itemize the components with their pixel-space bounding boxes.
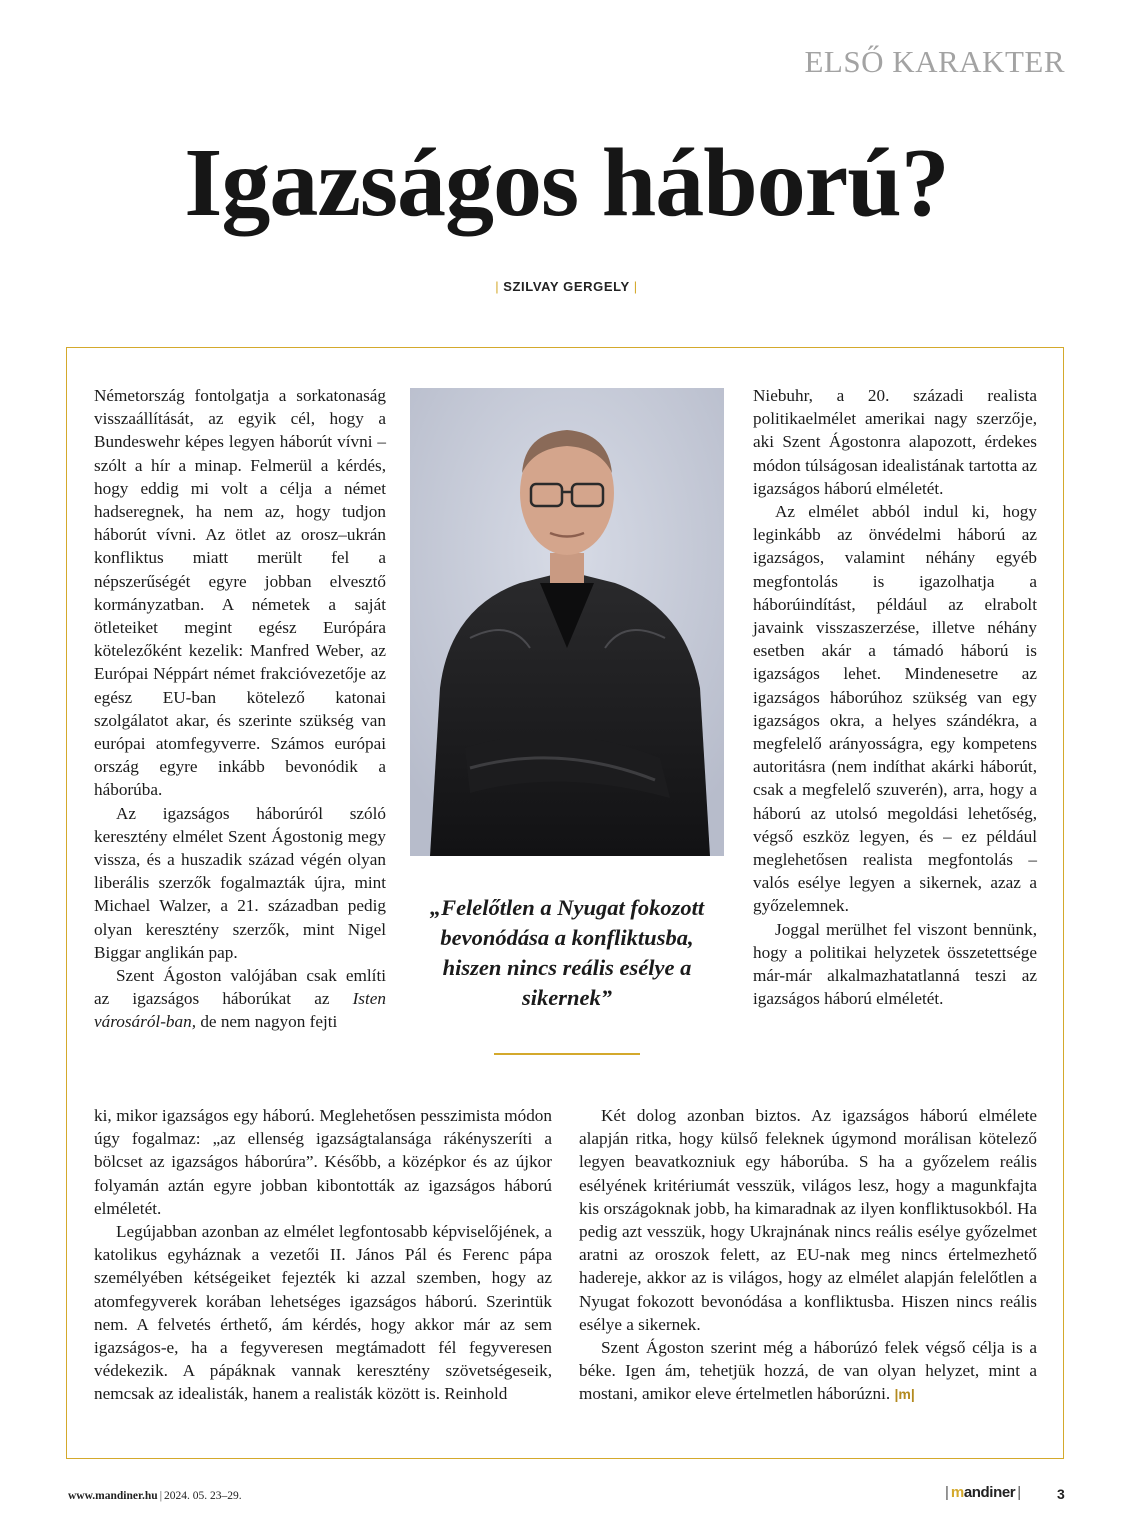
headline: Igazságos háború? [184,129,949,237]
paragraph-text: Szent Ágoston szerint még a háborúzó felek végső célja is a béke. Igen ám, tehetjük hozzá, de van olyan helyzet, mint a mostani, amikor eleve értelmetlen háborúzni. [579,1338,1037,1404]
footer-brand [943,1484,1023,1501]
byline-bar-right: | [633,279,638,294]
column-bottom-right [579,1104,1037,1407]
paragraph: Két dolog azonban biztos. Az igazságos háború elmélete alapján ritka, hogy külső feleknek úgymond morálisan kötelező legyen beavatkozniuk egy háborúba. S ha a győzelem reális esélyének kritériumát vesszük, világos lesz, hogy a magunkfajta kis országoknak jobb, ha kimaradnak az ilyen konfliktusokból. Ha pedig azt vesszük, hogy Ukrajnának nincs reális esélye győzelmet aratni az oroszok felett, az EU-nak meg nincs értelmezhető hadereje, akkor az is világos, hogy az elmélet alapján felelőtlen a Nyugat fokozott bevonódása a konfliktusba. Hiszen nincs reális esélye a sikernek. [579,1106,1037,1334]
author-photo [410,388,724,856]
footer-date: 2024. 05. 23–29. [164,1490,242,1502]
paragraph: Legújabban azonban az elmélet legfontosabb képviselőjének, a katolikus egyháznak a vezetői II. János Pál és Ferenc pápa személyében kétségeiket fejezték ki azzal szemben, hogy az atomfegyverek korában lehetséges igazságos háború. Szerintük nem. A felvetés érthető, ám kérdés, hogy akkor már az sem igazságos-e, ha a fegyveresen megtámadott fél fegyveresen védekezik. A pápáknak vannak keresztény szövetségeseik, nemcsak az idealisták, hanem a realisták között is. Reinhold [94,1222,552,1404]
column-left [94,384,386,1034]
end-mark-icon: |m| [894,1386,915,1403]
portrait-illustration [410,388,724,856]
byline [0,279,1133,294]
footer-left [68,1490,242,1502]
paragraph: Az elmélet abból indul ki, hogy leginkább az önvédelmi háború az igazságos, valamint néhány egyéb megfontolás is igazolhatja a háborúindítást, például az elrabolt javaink visszaszerzése, illetve néhány esetben akár a támadó háború is igazságos lehet. Mindenesetre az igazságos háborúhoz szükség van egy igazságos okra, a helyes szándékra, a megfelelő arányosságra, egy kompetens autoritásra (nem indíthat akárki háborút, csak a megfelelő szuverén), arra, hogy a háború az utolsó megoldási lehetőség, végső eszköz legyen, és – ez például meglehetősen realista megfontolás – valós esélye legyen a sikernek, azaz a győzelemnek. [753,502,1037,916]
byline-bar-left: | [495,279,500,294]
paragraph: Az igazságos háborúról szóló keresztény elmélet Szent Ágostonig megy vissza, és a huszadik század végén olyan liberális szerzők fogalmazták újra, mint Michael Walzer, a 21. században pedig olyan keresztény szerzők, mint Nigel Biggar anglikán pap. [94,803,386,962]
paragraph [94,964,386,1034]
paragraph: ki, mikor igazságos egy háború. Meglehetősen pesszimista módon úgy fogalmaz: „az ellenség igazságtalansága rákényszeríti a bölcset az igazságos háborúra”. Később, a középkor és az újkor folyamán aztán egyre jobban kibontották az igazságos háború elméletét. [94,1106,552,1218]
paragraph-text: de nem nagyon fejti [196,1012,338,1032]
brand-bar-right: | [1017,1484,1022,1501]
section-label: ELSŐ KARAKTER [804,44,1065,79]
page-number: 3 [1057,1486,1065,1502]
paragraph: Joggal merülhet fel viszont bennünk, hogy a politikai helyzetek összetettsége már-már alkalmazhatatlanná teszi az igazságos háború elméletét. [753,919,1037,1009]
author-name: SZILVAY GERGELY [503,279,630,294]
brand-logo: mandiner [950,1484,1016,1501]
paragraph: Németország fontolgatja a sorkatonaság visszaállítását, az egyik cél, hogy a Bundeswehr képes legyen háborút vívni – szólt a hír a minap. Felmerül a kérdés, hogy eddig mi volt a célja a német hadseregnek, ha nem az, hogy tudjon háborút vívni. Az ötlet az orosz–ukrán konfliktus miatt merült fel a népszerűségét egyre jobban elvesztő kormányzatban. A németek a saját ötleteiket megint egész Európára kötelezőként kezelik: Manfred Weber, az Európai Néppárt német frakcióvezetője az egész EU-ban kötelező katonai szolgálatot akar, és szerinte szükség van európai atomfegyverre. Számos európai ország egyre inkább bevonódik a háborúba. [94,386,386,800]
footer-site-link[interactable]: www.mandiner.hu [68,1490,158,1502]
book-title: Isten városáról-ban, [94,989,386,1032]
brand-bar-left: | [945,1484,949,1501]
paragraph-text: Szent Ágoston valójában csak említi az igazságos háborúkat az [94,966,386,1009]
paragraph [579,1336,1037,1407]
pull-quote-rule [494,1053,640,1055]
column-bottom-left [94,1104,552,1406]
footer-separator: | [159,1490,162,1502]
pull-quote: „Felelőtlen a Nyugat fokozott bevonódása a konfliktusba, hiszen nincs reális esélye a sikernek” [429,895,705,1010]
paragraph: Niebuhr, a 20. századi realista politikaelmélet amerikai nagy szerzője, aki Szent Ágostonra alapozott, érdekes módon túlságosan idealistának tartotta az igazságos háború elméletét. [753,386,1037,498]
column-right [753,384,1037,1010]
